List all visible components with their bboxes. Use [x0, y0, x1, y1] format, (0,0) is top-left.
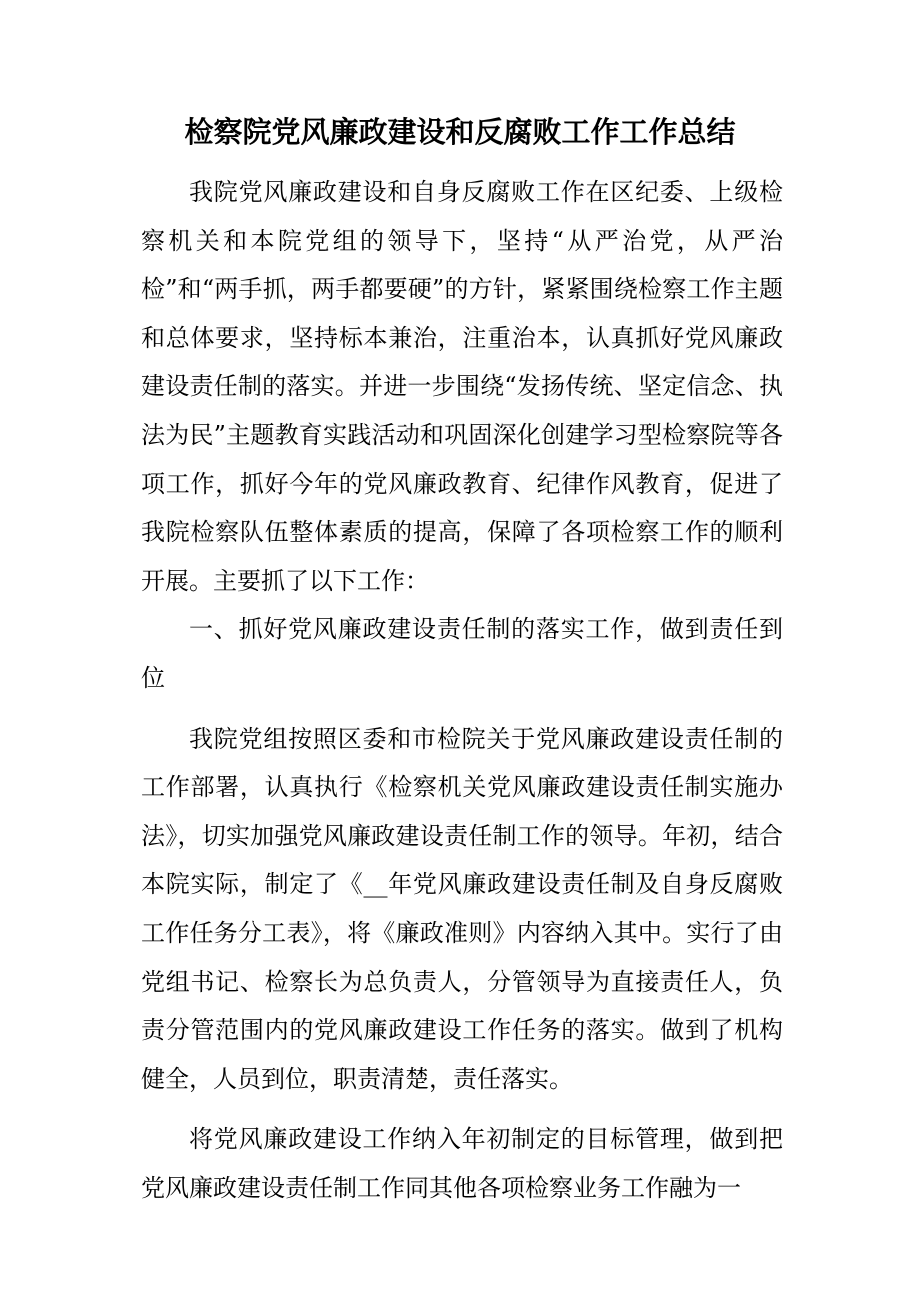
document-title: 检察院党风廉政建设和反腐败工作工作总结 — [184, 115, 736, 149]
body-paragraph: 我院党组按照区委和市检院关于党风廉政建设责任制的工作部署，认真执行《检察机关党风廉政建设责任制实施办法》，切实加强党风廉政建设责任制工作的领导。年初，结合本院实际，制定了《__年党风廉政建设责任制及自身反腐败工作任务分工表》，将《廉政准则》内容纳入其中。实行了由党组书记、检察长为总负责人，分管领导为直接责任人，负责分管范围内的党风廉政建设工作任务的落实。做到了机构健全，人员到位，职责清楚，责任落实。 — [141, 724, 783, 1093]
section-heading-1: 一、抓好党风廉政建设责任制的落实工作，做到责任到位 — [141, 615, 783, 692]
intro-paragraph: 我院党风廉政建设和自身反腐败工作在区纪委、上级检察机关和本院党组的领导下，坚持“从严治党，从严治检”和“两手抓，两手都要硬”的方针，紧紧围绕检察工作主题和总体要求，坚持标本兼治，注重治本，认真抓好党风廉政建设责任制的落实。并进一步围绕“发扬传统、坚定信念、执法为民”主题教育实践活动和巩固深化创建学习型检察院等各项工作，抓好今年的党风廉政教育、纪律作风教育，促进了我院检察队伍整体素质的提高，保障了各项检察工作的顺利开展。主要抓了以下工作： — [141, 178, 783, 595]
body-paragraph: 将党风廉政建设工作纳入年初制定的目标管理，做到把党风廉政建设责任制工作同其他各项检察业务工作融为一 — [141, 1125, 783, 1202]
document-body — [141, 168, 783, 1212]
